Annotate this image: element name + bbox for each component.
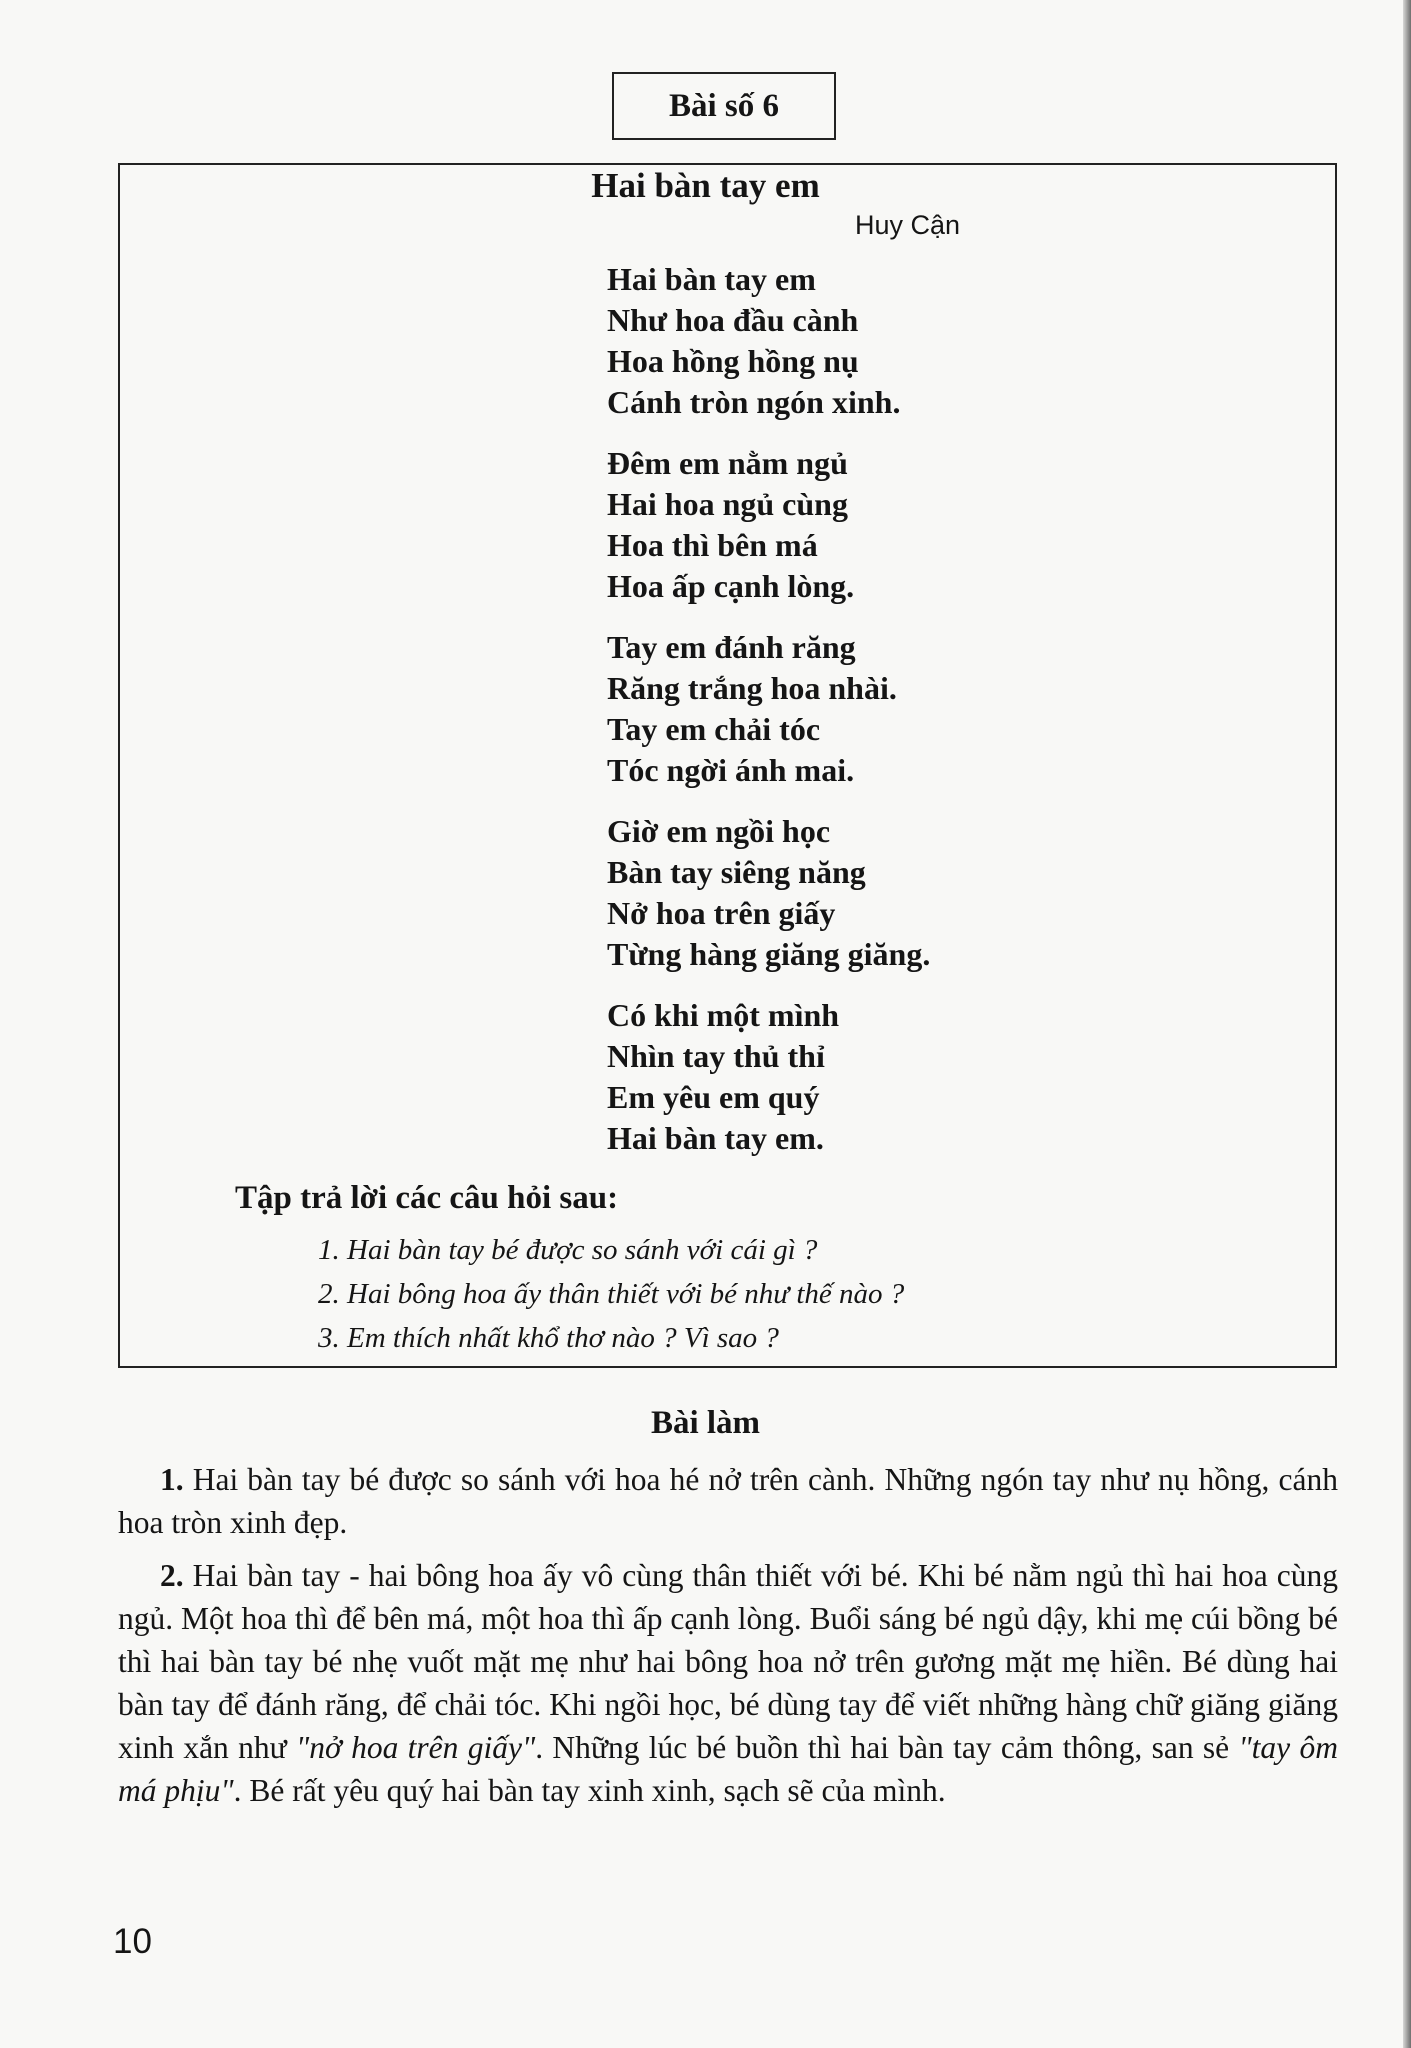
poem-line: Hai bàn tay em.: [607, 1120, 824, 1156]
lesson-label-box: [612, 72, 836, 140]
poem-line: Hoa hồng hồng nụ: [607, 343, 859, 379]
poem-line: Tay em chải tóc: [607, 711, 821, 747]
lesson-label: Bài số 6: [668, 87, 780, 124]
poem-line: Hoa ấp cạnh lòng.: [607, 568, 855, 604]
answer-quote: "nở hoa trên giấy": [296, 1730, 536, 1765]
questions-heading: Tập trả lời các câu hỏi sau:: [235, 1180, 619, 1216]
poem-line: Hai hoa ngủ cùng: [607, 486, 848, 522]
answer-number: 1.: [160, 1462, 184, 1497]
page-edge-shadow: [1403, 0, 1411, 2048]
poem-line: Nở hoa trên giấy: [607, 895, 836, 931]
poem-line: Cánh tròn ngón xinh.: [607, 384, 901, 420]
poem-stanza-1: [607, 259, 1107, 423]
page-number: 10: [113, 1922, 152, 1961]
answer-paragraph-2: [118, 1554, 1338, 1812]
answers-section: [118, 1458, 1338, 1822]
question-item: 1. Hai bàn tay bé được so sánh với cái gì ?: [318, 1234, 818, 1266]
poem-line: Có khi một mình: [607, 997, 840, 1033]
answer-text: Hai bàn tay - hai bông hoa ấy vô cùng thân thiết với bé. Khi bé nằm ngủ thì hai hoa cùng ngủ. Một hoa thì để bên má, một hoa thì ấp cạnh lòng. Buổi sáng bé ngủ dậy, khi mẹ cúi bồng bé thì hai bàn tay bé nhẹ vuốt mặt mẹ như hai bông hoa nở trên gương mặt mẹ hiền. Bé dùng hai bàn tay để đánh răng, để chải tóc. Khi ngồi học, bé dùng tay để viết những hàng chữ giăng giăng xinh xắn như: [118, 1558, 1338, 1765]
answer-quote: "tay ôm má phịu": [118, 1730, 1338, 1808]
poem-stanza-4: [607, 811, 1107, 975]
question-item: 2. Hai bông hoa ấy thân thiết với bé như thế nào ?: [318, 1278, 905, 1310]
poem-body: [607, 259, 1107, 1179]
poem-line: Đêm em nằm ngủ: [607, 445, 848, 481]
answer-text: . Những lúc bé buồn thì hai bàn tay cảm thông, san sẻ: [535, 1730, 1239, 1765]
poem-line: Hoa thì bên má: [607, 527, 818, 563]
answer-text: Hai bàn tay bé được so sánh với hoa hé nở trên cành. Những ngón tay như nụ hồng, cánh hoa tròn xinh đẹp.: [118, 1462, 1338, 1540]
poem-line: Hai bàn tay em: [607, 261, 816, 297]
answer-number: 2.: [160, 1558, 184, 1593]
answer-text: . Bé rất yêu quý hai bàn tay xinh xinh, sạch sẽ của mình.: [233, 1773, 946, 1808]
poem-line: Răng trắng hoa nhài.: [607, 670, 897, 706]
poem-line: Tay em đánh răng: [607, 629, 856, 665]
poem-line: Từng hàng giăng giăng.: [607, 936, 931, 972]
question-item: 3. Em thích nhất khổ thơ nào ? Vì sao ?: [318, 1322, 779, 1354]
poem-line: Tóc ngời ánh mai.: [607, 752, 855, 788]
poem-stanza-2: [607, 443, 1107, 607]
questions-list: [318, 1228, 1298, 1360]
poem-author: Huy Cận: [855, 210, 961, 240]
poem-line: Như hoa đầu cành: [607, 302, 859, 338]
answer-heading: Bài làm: [650, 1405, 761, 1441]
poem-stanza-3: [607, 627, 1107, 791]
poem-line: Em yêu em quý: [607, 1079, 820, 1115]
poem-stanza-5: [607, 995, 1107, 1159]
poem-line: Nhìn tay thủ thỉ: [607, 1038, 825, 1074]
answer-paragraph-1: [118, 1458, 1338, 1544]
poem-title: Hai bàn tay em: [591, 166, 820, 205]
poem-line: Bàn tay siêng năng: [607, 854, 866, 890]
poem-line: Giờ em ngồi học: [607, 813, 831, 849]
